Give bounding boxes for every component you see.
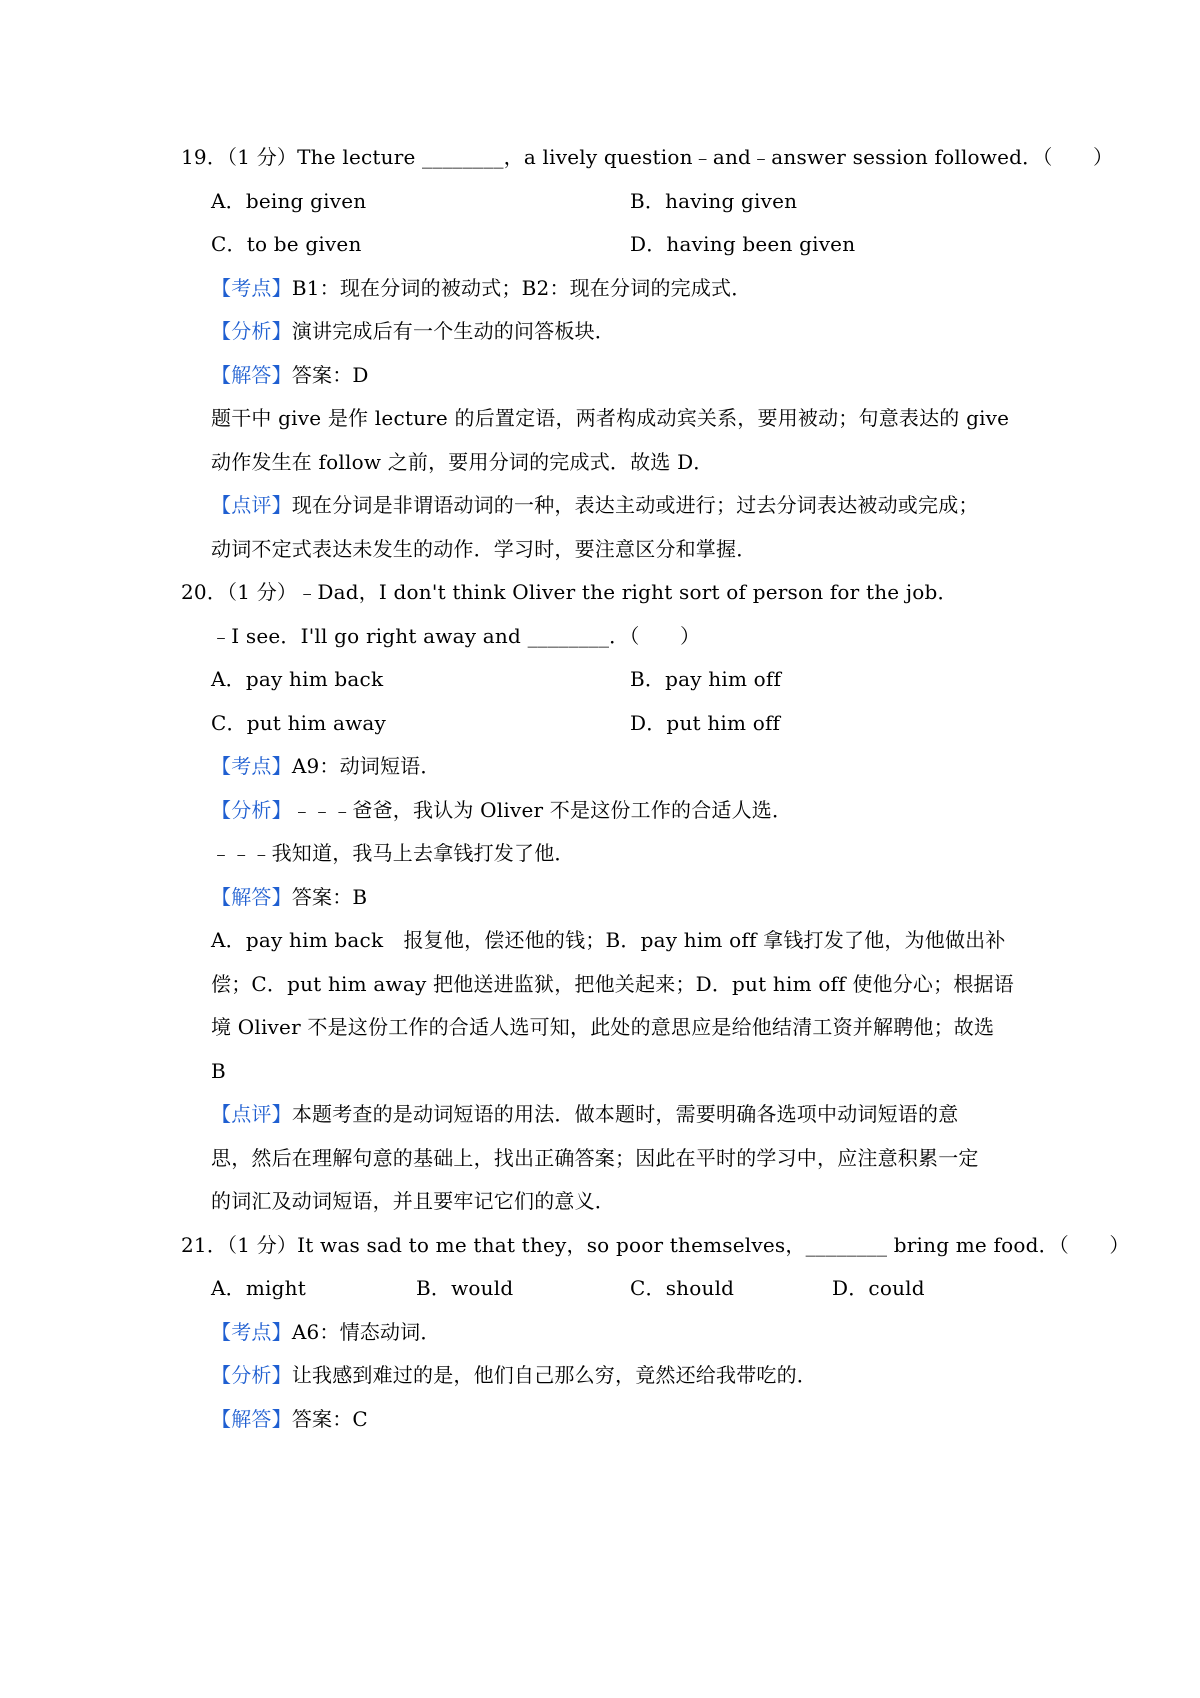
q20-option-d: D．put him off xyxy=(630,711,781,735)
q20-jieda-body-3: 境 Oliver 不是这份工作的合适人选可知，此处的意思应是给他结清工资并解聘他；故选 xyxy=(211,1015,995,1039)
jieda-text: 答案：D xyxy=(291,363,369,387)
q20-fenxi-body-1: ﹣﹣﹣我知道，我马上去拿钱打发了他． xyxy=(211,841,575,865)
jieda-tag: 【解答】 xyxy=(211,1407,292,1431)
q20-jieda xyxy=(211,882,367,912)
q21-option-d: D．could xyxy=(832,1276,925,1300)
q19-option-a: A．being given xyxy=(211,189,367,213)
q19-jieda-body-2: 动作发生在 follow 之前，要用分词的完成式．故选 D． xyxy=(211,450,714,474)
q21-option-a: A．might xyxy=(211,1276,306,1300)
kaodian-tag: 【考点】 xyxy=(211,1320,292,1344)
question-21-stem: 21．（1 分）It was sad to me that they，so poor themselves，________ bring me food．（ ） xyxy=(181,1233,1130,1257)
q19-option-c: C．to be given xyxy=(211,232,362,256)
question-19-stem: 19．（1 分）The lecture ________，a lively question﹣and﹣answer session followed．（ ） xyxy=(181,145,1114,169)
question-20-stem: 20．（1 分）﹣Dad，I don't think Oliver the right sort of person for the job． xyxy=(181,580,958,604)
q19-fenxi xyxy=(211,316,615,346)
jieda-text: 答案：C xyxy=(291,1407,368,1431)
q21-fenxi xyxy=(211,1360,817,1390)
q20-kaodian xyxy=(211,751,441,781)
dianping-tag: 【点评】 xyxy=(211,493,292,517)
q21-kaodian xyxy=(211,1317,441,1347)
q21-jieda xyxy=(211,1404,368,1434)
q21-option-c: C．should xyxy=(630,1276,735,1300)
jieda-tag: 【解答】 xyxy=(211,363,292,387)
fenxi-tag: 【分析】 xyxy=(211,798,292,822)
q20-dianping-body-2: 的词汇及动词短语，并且要牢记它们的意义． xyxy=(211,1189,615,1213)
fenxi-text: 让我感到难过的是，他们自己那么穷，竟然还给我带吃的． xyxy=(291,1363,818,1387)
kaodian-text: B1：现在分词的被动式；B2：现在分词的完成式． xyxy=(291,276,752,300)
dianping-text: 本题考查的是动词短语的用法．做本题时，需要明确各选项中动词短语的意 xyxy=(291,1102,959,1126)
question-20-stem-2: ﹣I see．I'll go right away and ________．（ ） xyxy=(211,624,701,648)
q20-jieda-body-4: B xyxy=(211,1059,226,1083)
kaodian-tag: 【考点】 xyxy=(211,276,292,300)
kaodian-text: A9：动词短语． xyxy=(291,754,441,778)
q19-dianping xyxy=(211,490,979,520)
q19-kaodian xyxy=(211,273,751,303)
q20-jieda-body-2: 偿；C．put him away 把他送进监狱，把他关起来；D．put him off 使他分心；根据语 xyxy=(211,972,1014,996)
q19-jieda xyxy=(211,360,369,390)
dianping-text: 现在分词是非谓语动词的一种，表达主动或进行；过去分词表达被动或完成； xyxy=(291,493,979,517)
q20-option-b: B．pay him off xyxy=(630,667,782,691)
q19-option-d: D．having been given xyxy=(630,232,856,256)
q21-option-b: B．would xyxy=(416,1276,514,1300)
q20-option-c: C．put him away xyxy=(211,711,387,735)
q20-fenxi xyxy=(211,795,792,825)
dianping-tag: 【点评】 xyxy=(211,1102,292,1126)
fenxi-text: ﹣﹣﹣爸爸，我认为 Oliver 不是这份工作的合适人选． xyxy=(291,798,793,822)
kaodian-tag: 【考点】 xyxy=(211,754,292,778)
q20-option-a: A．pay him back xyxy=(211,667,384,691)
kaodian-text: A6：情态动词． xyxy=(291,1320,441,1344)
q19-jieda-body-1: 题干中 give 是作 lecture 的后置定语，两者构成动宾关系，要用被动；句意表达的 give xyxy=(211,406,1010,430)
q20-dianping xyxy=(211,1099,958,1129)
jieda-text: 答案：B xyxy=(291,885,368,909)
q19-option-b: B．having given xyxy=(630,189,798,213)
q20-dianping-body-1: 思，然后在理解句意的基础上，找出正确答案；因此在平时的学习中，应注意积累一定 xyxy=(211,1146,979,1170)
fenxi-text: 演讲完成后有一个生动的问答板块． xyxy=(291,319,616,343)
q20-jieda-body-1: A．pay him back 报复他，偿还他的钱；B．pay him off 拿钱打发了他，为他做出补 xyxy=(211,928,1006,952)
jieda-tag: 【解答】 xyxy=(211,885,292,909)
fenxi-tag: 【分析】 xyxy=(211,1363,292,1387)
fenxi-tag: 【分析】 xyxy=(211,319,292,343)
q19-dianping-body-1: 动词不定式表达未发生的动作．学习时，要注意区分和掌握． xyxy=(211,537,757,561)
